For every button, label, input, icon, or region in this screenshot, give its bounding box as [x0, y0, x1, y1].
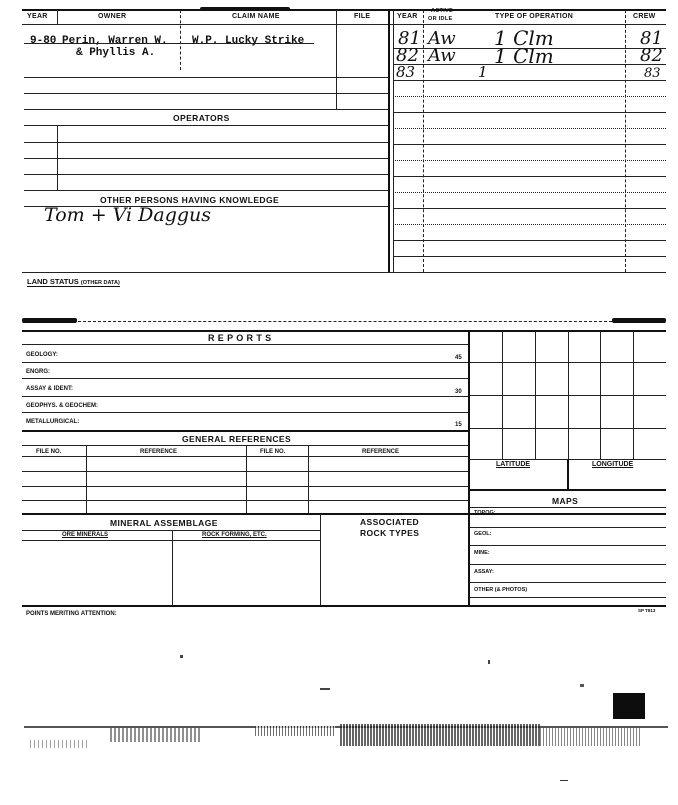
longitude-label: LONGITUDE: [592, 461, 634, 468]
map-row-geol: GEOL:: [474, 531, 492, 537]
operation-row-2-crew: 82: [640, 45, 663, 66]
gr-col-file-no: FILE NO.: [36, 449, 62, 455]
gr-col-reference-2: REFERENCE: [362, 449, 400, 455]
report-num-geology: 45: [455, 355, 462, 361]
ore-minerals-header: ORE MINERALS: [62, 532, 109, 538]
reports-title: R E P O R T S: [208, 333, 272, 343]
header-active-line2: OR IDLE: [428, 16, 453, 22]
land-status-subtitle: (OTHER DATA): [80, 280, 120, 286]
owner-name-line2: & Phyllis A.: [76, 47, 156, 59]
operation-row-1-status: Aw: [428, 28, 456, 49]
header-year-right: YEAR: [397, 13, 418, 20]
operators-title: OPERATORS: [173, 113, 230, 123]
maps-title: MAPS: [552, 496, 579, 506]
general-references-title: GENERAL REFERENCES: [182, 434, 292, 444]
latitude-label: LATITUDE: [496, 461, 531, 468]
report-label-metallurgical: METALLURGICAL:: [26, 419, 80, 425]
report-num-assay: 30: [455, 389, 462, 395]
operation-row-1-year: 81: [398, 28, 421, 49]
other-persons-value: Tom + Vi Daggus: [44, 204, 212, 226]
owner-name-line1: Perin, Warren W.: [62, 35, 168, 47]
operation-row-3-year: 83: [396, 63, 416, 81]
map-row-topog: TOPOG:: [474, 510, 496, 516]
header-crew: CREW: [633, 13, 656, 20]
points-meriting-attention-label: POINTS MERITING ATTENTION:: [26, 611, 117, 617]
report-label-assay: ASSAY & IDENT:: [26, 386, 74, 392]
report-label-geophys: GEOPHYS. & GEOCHEM:: [26, 403, 99, 409]
operation-row-1-crew: 81: [640, 28, 663, 49]
other-persons-title: OTHER PERSONS HAVING KNOWLEDGE: [100, 195, 280, 205]
operation-row-2-type: 1 Clm: [494, 44, 554, 68]
top-smudge: [200, 7, 290, 11]
report-num-metallurgical: 15: [455, 422, 462, 428]
gr-col-reference: REFERENCE: [140, 449, 178, 455]
owner-year: 9-80: [30, 35, 57, 47]
land-status-title: LAND STATUS: [27, 277, 79, 286]
land-status-label: [27, 277, 120, 287]
associated-rock-types-line1: ASSOCIATED: [360, 517, 420, 527]
operation-row-1-type: 1 Clm: [494, 26, 554, 50]
associated-rock-types-line2: ROCK TYPES: [360, 528, 420, 538]
operation-row-2-status: Aw: [428, 45, 456, 66]
operation-row-3-crew: 83: [644, 66, 661, 81]
operation-row-2-year: 82: [396, 45, 419, 66]
header-type-of-operation: TYPE OF OPERATION: [495, 13, 574, 20]
rock-forming-header: ROCK FORMING, ETC.: [202, 532, 267, 538]
map-row-other: OTHER (& PHOTOS): [474, 587, 528, 593]
operation-row-3-type: 1: [478, 63, 488, 81]
map-row-mine: MINE:: [474, 550, 490, 556]
form-code: SP T813: [638, 608, 656, 613]
header-active-line1: ACTIVE: [431, 8, 453, 14]
report-label-engrg: ENGRG:: [26, 369, 50, 375]
header-file: FILE: [354, 13, 371, 20]
gr-col-file-no-2: FILE NO.: [260, 449, 286, 455]
header-owner: OWNER: [98, 13, 127, 20]
mineral-assemblage-title: MINERAL ASSEMBLAGE: [110, 518, 218, 528]
claim-name-value: W.P. Lucky Strike: [192, 35, 305, 47]
map-row-assay: ASSAY:: [474, 569, 494, 575]
report-label-geology: GEOLOGY:: [26, 352, 58, 358]
header-year: YEAR: [27, 13, 48, 20]
header-claim-name: CLAIM NAME: [232, 13, 280, 20]
